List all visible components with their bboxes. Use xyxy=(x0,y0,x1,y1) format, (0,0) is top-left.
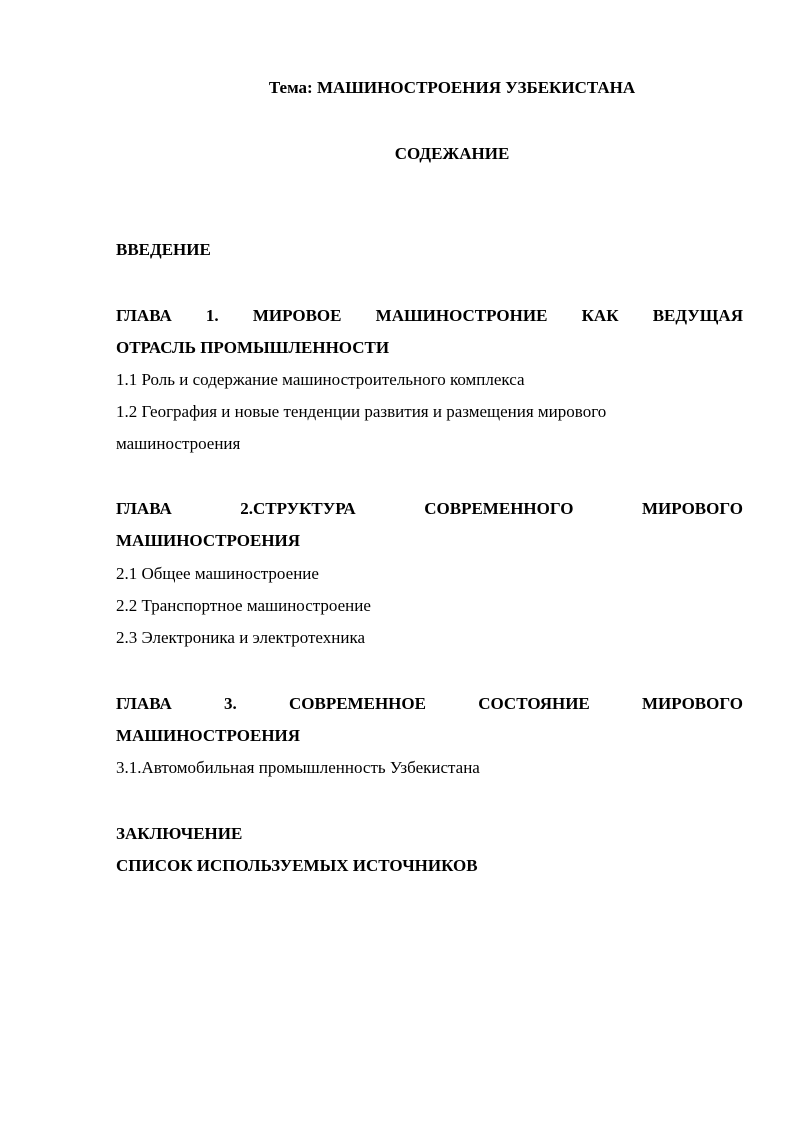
toc-section-3-1: 3.1.Автомобильная промышленность Узбекистана xyxy=(116,758,480,777)
chapter-1-word: ГЛАВА xyxy=(116,306,172,325)
document-theme: Тема: МАШИНОСТРОЕНИЯ УЗБЕКИСТАНА xyxy=(268,78,636,97)
chapter-2-word: 2.СТРУКТУРА xyxy=(240,499,356,518)
chapter-3-word: СОВРЕМЕННОЕ xyxy=(289,694,426,713)
toc-conclusion: ЗАКЛЮЧЕНИЕ xyxy=(116,824,243,843)
toc-section-1-2: 1.2 География и новые тенденции развития и размещения мирового машиностроения xyxy=(116,402,607,453)
chapter-1-word: МАШИНОСТРОНИЕ xyxy=(375,306,548,325)
chapter-2-word: ГЛАВА xyxy=(116,499,172,518)
table-of-contents-title: СОДЕЖАНИЕ xyxy=(394,144,510,163)
toc-section-2-1: 2.1 Общее машиностроение xyxy=(116,564,319,583)
chapter-1-heading-line-2: ОТРАСЛЬ ПРОМЫШЛЕННОСТИ xyxy=(116,338,390,357)
chapter-1-heading-line-1 xyxy=(116,300,743,332)
chapter-3-word: СОСТОЯНИЕ xyxy=(478,694,590,713)
chapter-2-heading-line-1 xyxy=(116,493,743,525)
chapter-1-word: 1. xyxy=(205,306,219,325)
chapter-3-heading-line-2: МАШИНОСТРОЕНИЯ xyxy=(116,726,301,745)
chapter-1-word: КАК xyxy=(581,306,619,325)
toc-intro: ВВЕДЕНИЕ xyxy=(116,240,211,259)
chapter-3-word: 3. xyxy=(224,694,237,713)
toc-sources: СПИСОК ИСПОЛЬЗУЕМЫХ ИСТОЧНИКОВ xyxy=(116,856,478,875)
chapter-1-word: МИРОВОЕ xyxy=(252,306,342,325)
chapter-3-heading-line-1 xyxy=(116,688,743,720)
chapter-2-word: СОВРЕМЕННОГО xyxy=(424,499,574,518)
toc-section-2-3: 2.3 Электроника и электротехника xyxy=(116,628,365,647)
toc-chapter-3 xyxy=(116,688,743,752)
toc-section-2-2: 2.2 Транспортное машиностроение xyxy=(116,596,371,615)
chapter-2-word: МИРОВОГО xyxy=(642,499,743,518)
toc-chapter-2 xyxy=(116,493,743,557)
chapter-1-word: ВЕДУЩАЯ xyxy=(652,306,743,325)
chapter-3-word: ГЛАВА xyxy=(116,694,172,713)
chapter-2-heading-line-2: МАШИНОСТРОЕНИЯ xyxy=(116,531,301,550)
chapter-3-word: МИРОВОГО xyxy=(642,694,743,713)
toc-section-1-1: 1.1 Роль и содержание машиностроительного комплекса xyxy=(116,370,525,389)
toc-chapter-1 xyxy=(116,300,743,364)
